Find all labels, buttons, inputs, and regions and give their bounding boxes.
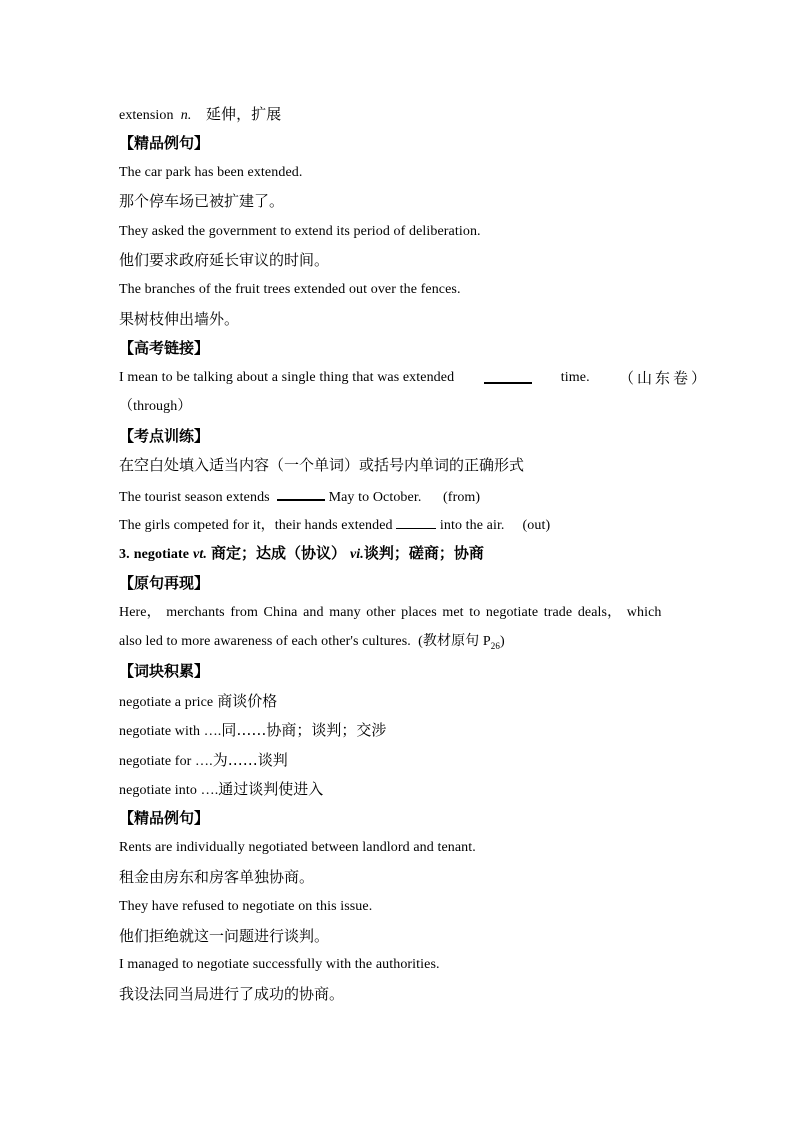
example-en: The branches of the fruit trees extended out over the fences. xyxy=(119,282,461,297)
fill-blank xyxy=(277,485,325,501)
practice-text-after: May to October. xyxy=(328,490,422,505)
chunk-zh: 为……谈判 xyxy=(212,751,288,769)
section-heading-practice: 【考点训练】 xyxy=(119,427,210,445)
entry-meaning: 延伸，扩展 xyxy=(205,105,282,123)
chunk-zh: 商谈价格 xyxy=(217,692,278,710)
chunk-en: negotiate with …. xyxy=(119,724,222,739)
original-sentence-line2 xyxy=(119,632,505,656)
chunk-en: negotiate a price xyxy=(119,695,214,710)
gaokao-text: I mean to be talking about a single thing that was extended xyxy=(119,370,455,385)
section-heading-chunks: 【词块积累】 xyxy=(119,662,210,680)
chunk-item xyxy=(119,750,288,772)
gaokao-source: （山东卷） xyxy=(618,369,709,387)
original-source: (教材原句 P xyxy=(418,634,491,649)
entry-negotiate xyxy=(119,543,484,565)
entry-meaning: 商定；达成（协议） xyxy=(210,544,346,562)
entry-extension xyxy=(119,104,281,126)
chunk-en: negotiate for …. xyxy=(119,754,213,769)
practice-instruction: 在空白处填入适当内容（一个单词）或括号内单词的正确形式 xyxy=(119,456,525,474)
entry-meaning: 谈判；磋商；协商 xyxy=(363,544,484,562)
fill-blank xyxy=(484,368,532,384)
chunk-zh: 通过谈判使进入 xyxy=(218,780,324,798)
practice-text: The girls competed for it，their hands extended xyxy=(119,518,393,533)
practice-hint: (from) xyxy=(443,490,481,505)
practice-item xyxy=(119,514,550,536)
section-heading-gaokao: 【高考链接】 xyxy=(119,339,210,357)
section-heading-examples: 【精品例句】 xyxy=(119,809,210,827)
chunk-zh: 同……协商；谈判；交涉 xyxy=(221,721,387,739)
original-source-close: ) xyxy=(499,634,505,649)
example-zh: 他们要求政府延长审议的时间。 xyxy=(119,251,330,269)
example-en: Rents are individually negotiated between landlord and tenant. xyxy=(119,840,476,855)
entry-number: 3. xyxy=(119,547,130,562)
entry-pos: vt. xyxy=(193,547,207,562)
example-en: The car park has been extended. xyxy=(119,165,303,180)
example-en: I managed to negotiate successfully with the authorities. xyxy=(119,957,440,972)
section-heading-examples: 【精品例句】 xyxy=(119,134,210,152)
example-zh: 他们拒绝就这一问题进行谈判。 xyxy=(119,927,330,945)
gaokao-hint: （through） xyxy=(119,399,192,414)
section-heading-original: 【原句再现】 xyxy=(119,574,210,592)
example-zh: 果树枝伸出墙外。 xyxy=(119,310,240,328)
example-zh: 租金由房东和房客单独协商。 xyxy=(119,868,315,886)
gaokao-text-after: time. xyxy=(560,370,590,385)
example-zh: 我设法同当局进行了成功的协商。 xyxy=(119,985,345,1003)
example-en: They asked the government to extend its period of deliberation. xyxy=(119,224,481,239)
chunk-en: negotiate into …. xyxy=(119,783,219,798)
chunk-item xyxy=(119,691,277,713)
original-sentence-line1: Here， merchants from China and many other places met to negotiate trade deals， which xyxy=(119,605,662,620)
entry-pos: vi. xyxy=(349,547,364,562)
practice-hint: (out) xyxy=(522,518,551,533)
fill-blank xyxy=(396,514,436,529)
original-text: also led to more awareness of each other's cultures. xyxy=(119,634,411,649)
practice-text-after: into the air. xyxy=(439,518,505,533)
chunk-item xyxy=(119,720,386,742)
example-en: They have refused to negotiate on this issue. xyxy=(119,899,373,914)
practice-item xyxy=(119,485,480,508)
gaokao-question xyxy=(119,368,709,388)
original-page: 26 xyxy=(490,640,500,651)
example-zh: 那个停车场已被扩建了。 xyxy=(119,192,285,210)
entry-word: negotiate xyxy=(133,547,190,562)
entry-word: extension xyxy=(119,108,174,123)
entry-pos: n. xyxy=(180,108,192,123)
practice-text: The tourist season extends xyxy=(119,490,270,505)
chunk-item xyxy=(119,779,323,801)
